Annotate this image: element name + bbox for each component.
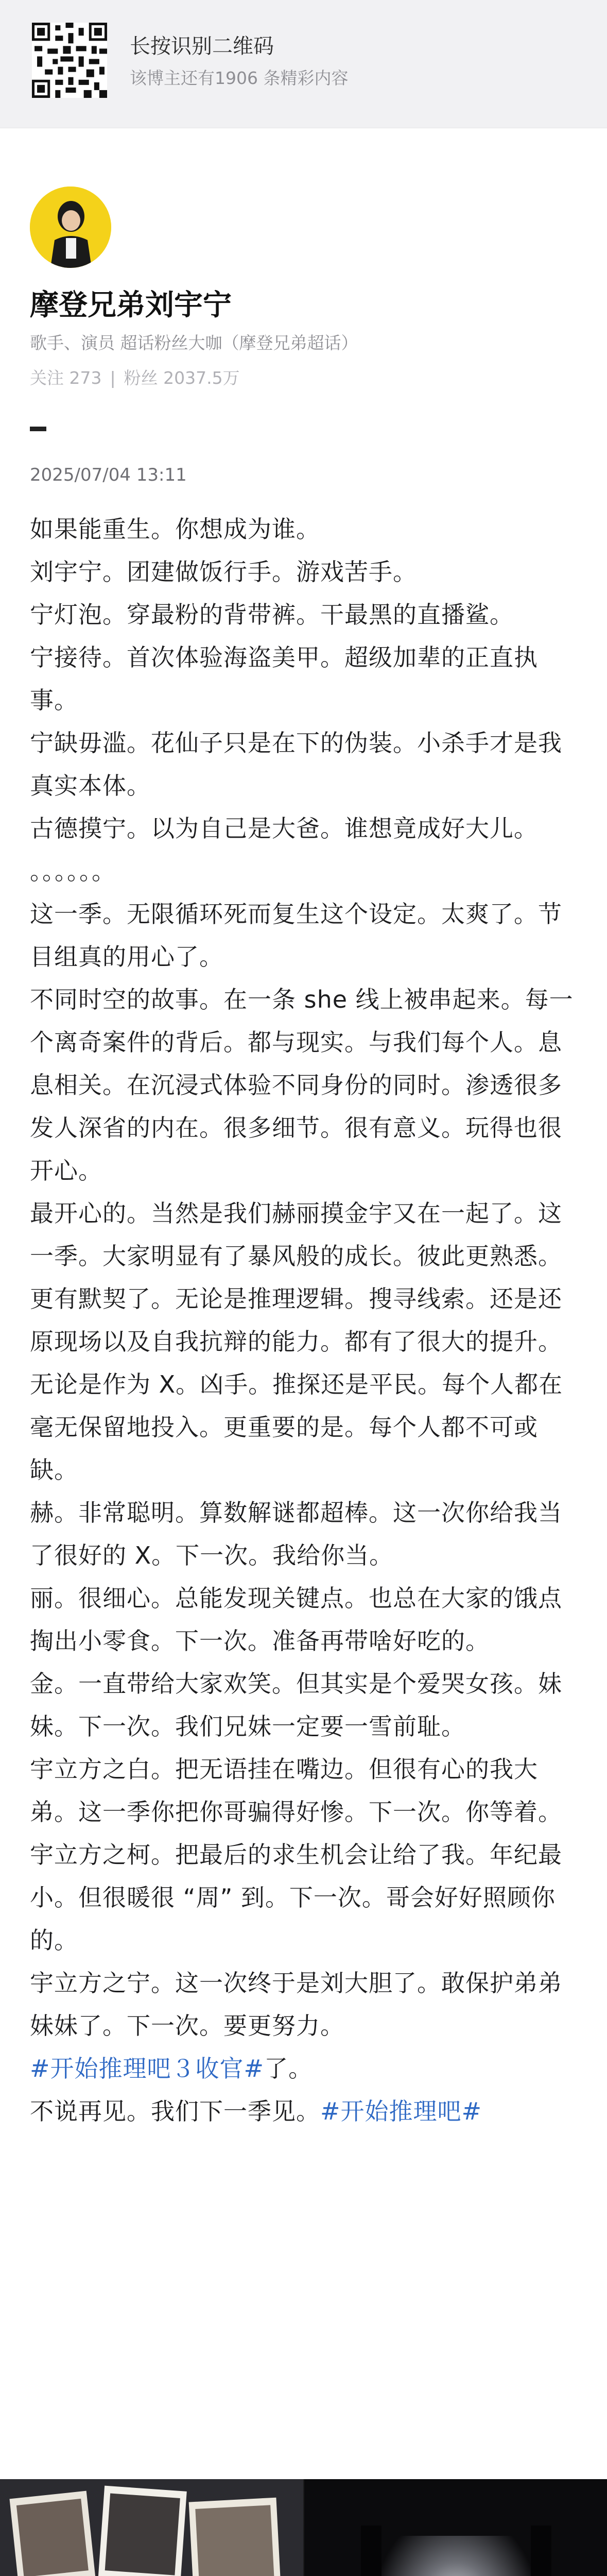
author-name[interactable]: 摩登兄弟刘宇宁 bbox=[30, 289, 232, 322]
post-paragraph: 丽。很细心。总能发现关键点。也总在大家的饿点掏出小零食。下一次。准备再带啥好吃的。 bbox=[30, 1584, 562, 1655]
post-paragraph: 宁接待。首次体验海盗美甲。超级加辈的正直执事。 bbox=[30, 643, 538, 714]
hashtag-link[interactable]: #开始推理吧# bbox=[320, 2097, 482, 2125]
photo-row bbox=[0, 2479, 607, 2576]
avatar[interactable] bbox=[30, 187, 111, 268]
post-paragraph: 如果能重生。你想成为谁。 bbox=[30, 515, 320, 543]
post-paragraph: 宇立方之宁。这一次终于是刘大胆了。敢保护弟弟妹妹了。下一次。要更努力。 bbox=[30, 1969, 562, 2040]
banner-subtitle: 该博主还有1906 条精彩内容 bbox=[130, 68, 349, 88]
post-paragraph: 刘宇宁。团建做饭行手。游戏苦手。 bbox=[30, 558, 417, 586]
post-date: 2025/07/04 13:11 bbox=[30, 465, 187, 485]
follow-count: 关注 273 bbox=[30, 368, 102, 388]
stage-photo-image[interactable] bbox=[304, 2479, 607, 2576]
tag-line-suffix: 了。 bbox=[264, 2055, 313, 2082]
qr-code-icon[interactable] bbox=[32, 23, 107, 98]
post-paragraph: 宇立方之柯。把最后的求生机会让给了我。年纪最小。但很暖很 “周” 到。下一次。哥会好好照顾你的。 bbox=[30, 1841, 562, 1954]
post-paragraph: 宁灯泡。穿最粉的背带裤。干最黑的直播鲨。 bbox=[30, 601, 514, 629]
post-paragraph: 金。一直带给大家欢笑。但其实是个爱哭女孩。妹妹。下一次。我们兄妹一定要一雪前耻。 bbox=[30, 1670, 562, 1740]
post-paragraph: 宇立方之白。把无语挂在嘴边。但很有心的我大弟。这一季你把你哥骗得好惨。下一次。你等着。 bbox=[30, 1755, 562, 1826]
avatar-image bbox=[30, 187, 111, 268]
post-body bbox=[30, 508, 579, 2133]
post-paragraph: 古德摸宁。以为自己是大爸。谁想竟成好大儿。 bbox=[30, 815, 538, 842]
closing-text: 不说再见。我们下一季见。 bbox=[30, 2097, 320, 2125]
section-divider bbox=[30, 427, 46, 431]
banner-title: 长按识别二维码 bbox=[130, 35, 274, 58]
qr-banner bbox=[0, 0, 607, 128]
post-closing-line bbox=[30, 2090, 579, 2133]
fans-count: 粉丝 2037.5万 bbox=[124, 368, 240, 388]
photo-collage-image[interactable] bbox=[0, 2479, 303, 2576]
hashtag-link[interactable]: #开始推理吧３收官# bbox=[30, 2055, 265, 2082]
author-avatar-wrap[interactable] bbox=[30, 187, 111, 268]
post-paragraph: 赫。非常聪明。算数解谜都超棒。这一次你给我当了很好的 X。下一次。我给你当。 bbox=[30, 1499, 562, 1569]
post-tag-line bbox=[30, 2047, 579, 2090]
photo-collage-art bbox=[0, 2479, 303, 2576]
post-paragraph: 最开心的。当然是我们赫丽摸金宇又在一起了。这一季。大家明显有了暴风般的成长。彼此更熟悉。更有默契了。无论是推理逻辑。搜寻线索。还是还原现场以及自我抗辩的能力。都有了很大的提升。无论是作为 X。凶手。推探还是平民。每个人都在毫无保留地投入。更重要的是。每个人都不可或缺。 bbox=[30, 1199, 563, 1484]
post-paragraph: 宁缺毋滥。花仙子只是在下的伪装。小杀手才是我真实本体。 bbox=[30, 729, 562, 800]
stage-photo-art bbox=[304, 2479, 607, 2576]
post-paragraph: 不同时空的故事。在一条 she 线上被串起来。每一个离奇案件的背后。都与现实。与我们每个人。息息相关。在沉浸式体验不同身份的同时。渗透很多发人深省的内在。很多细节。很有意义。玩得也很开心。 bbox=[30, 986, 574, 1184]
author-role: 歌手、演员 超话粉丝大咖（摩登兄弟超话） bbox=[30, 333, 358, 353]
post-paragraph: 这一季。无限循环死而复生这个设定。太爽了。节目组真的用心了。 bbox=[30, 900, 562, 971]
stats-divider: | bbox=[110, 368, 116, 388]
post-paragraph: 。。。。。。 bbox=[30, 857, 116, 885]
author-stats bbox=[30, 365, 240, 389]
